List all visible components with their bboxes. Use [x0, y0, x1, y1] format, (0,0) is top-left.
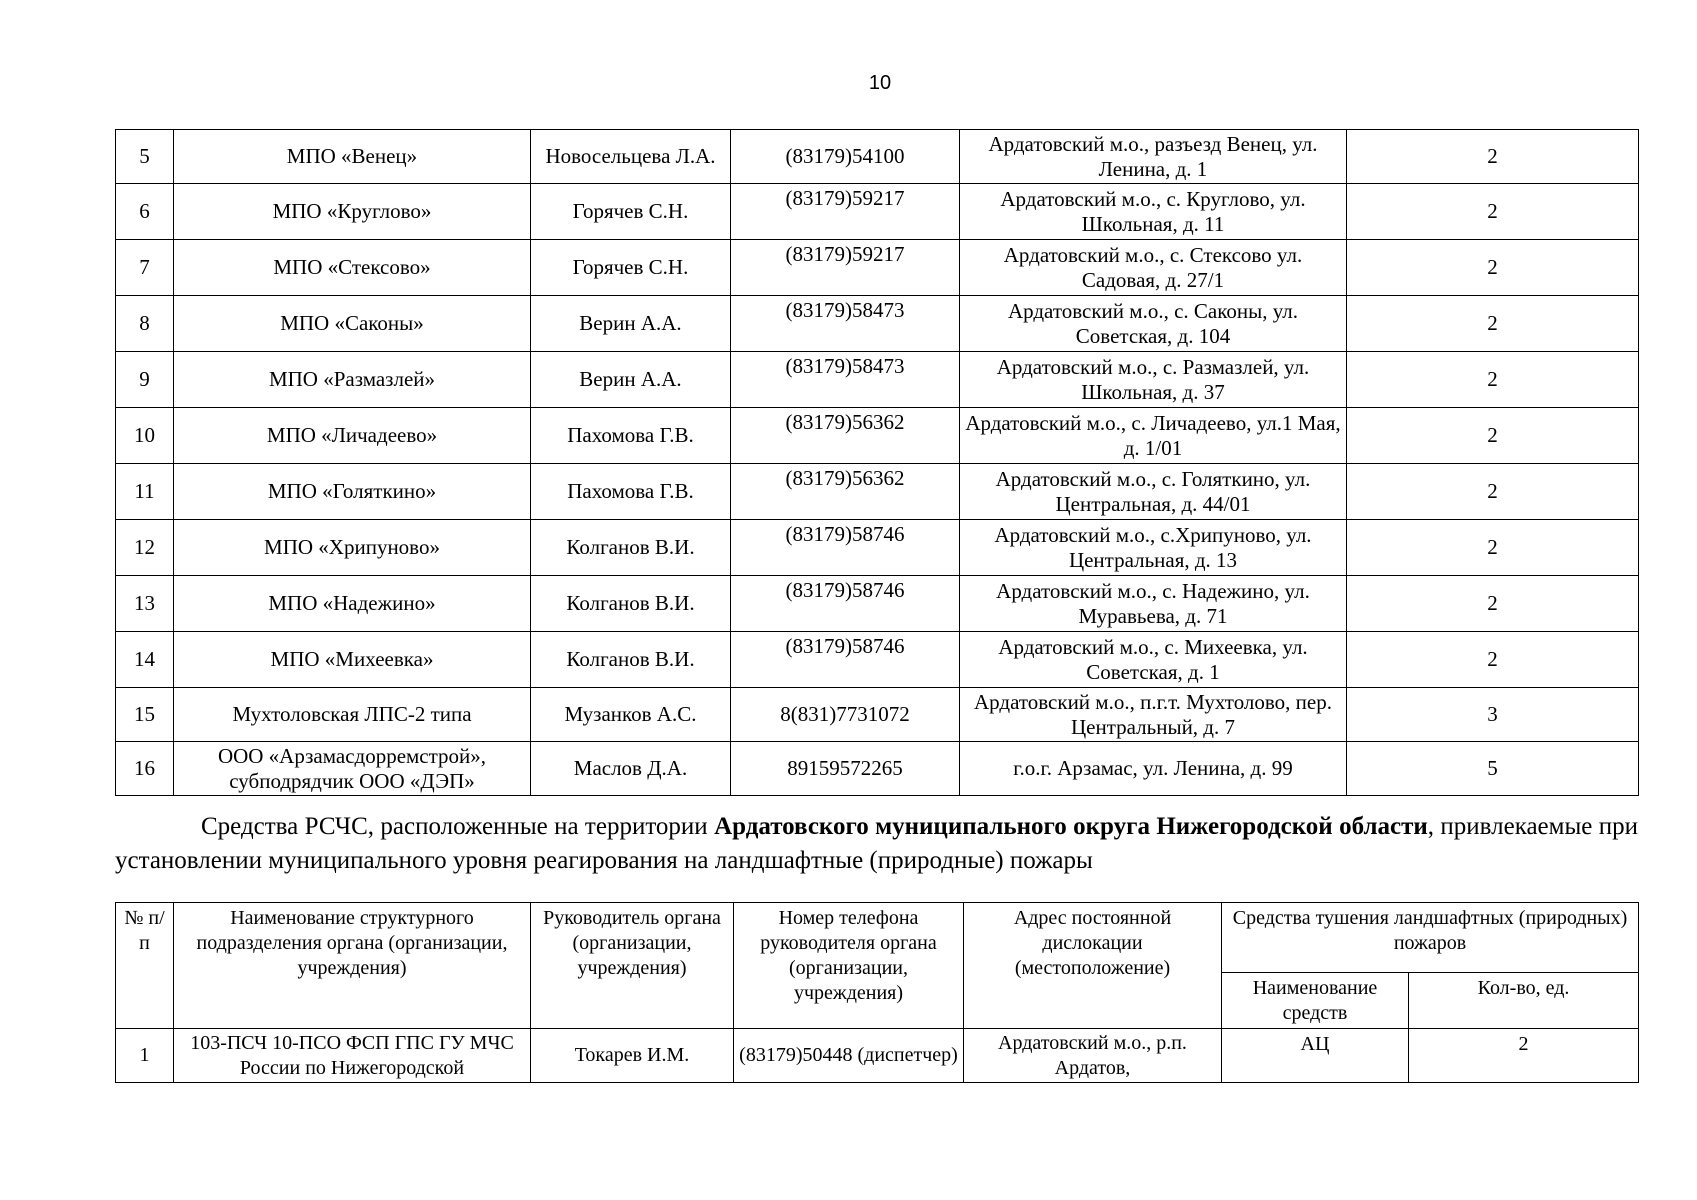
row-num: 8 [116, 296, 174, 352]
row-phone: (83179)50448 (диспетчер) [734, 1029, 964, 1083]
row-count: 3 [1347, 688, 1639, 742]
row-address: Ардатовский м.о., с. Размазлей, ул. Школьная, д. 37 [960, 352, 1347, 408]
section-heading [115, 810, 1638, 878]
row-address: Ардатовский м.о., с.Хрипуново, ул. Центральная, д. 13 [960, 520, 1347, 576]
row-phone: (83179)59217 [731, 184, 960, 240]
row-count: 5 [1347, 742, 1639, 796]
row-means-name: АЦ [1222, 1029, 1409, 1083]
col-header-num: № п/п [116, 903, 174, 1029]
row-num: 14 [116, 632, 174, 688]
row-count: 2 [1347, 296, 1639, 352]
row-head: Пахомова Г.В. [531, 408, 731, 464]
row-name: МПО «Саконы» [174, 296, 531, 352]
table-row [116, 408, 1639, 464]
row-count: 2 [1347, 130, 1639, 184]
row-count: 2 [1347, 520, 1639, 576]
col-header-address: Адрес постоянной дислокации (местоположение) [964, 903, 1222, 1029]
row-head: Горячев С.Н. [531, 240, 731, 296]
row-num: 12 [116, 520, 174, 576]
table-row [116, 1029, 1639, 1083]
row-count: 2 [1347, 576, 1639, 632]
rschs-means-table [115, 902, 1639, 1083]
row-count: 2 [1347, 632, 1639, 688]
row-head: Колганов В.И. [531, 520, 731, 576]
row-phone: 8(831)7731072 [731, 688, 960, 742]
row-count: 2 [1347, 352, 1639, 408]
row-phone: (83179)59217 [731, 240, 960, 296]
table-row [116, 130, 1639, 184]
row-name: МПО «Голяткино» [174, 464, 531, 520]
row-address: Ардатовский м.о., разъезд Венец, ул. Ленина, д. 1 [960, 130, 1347, 184]
row-count: 2 [1347, 184, 1639, 240]
row-num: 11 [116, 464, 174, 520]
row-head: Маслов Д.А. [531, 742, 731, 796]
row-num: 9 [116, 352, 174, 408]
heading-bold-text: Ардатовского муниципального округа Нижегородской области [714, 813, 1428, 840]
row-phone: (83179)58746 [731, 520, 960, 576]
row-num: 6 [116, 184, 174, 240]
heading-text-end: , привлекаемые при установлении муниципального уровня реагирования на ландшафтные (природные) пожары [115, 813, 1638, 874]
row-head: Токарев И.М. [531, 1029, 734, 1083]
row-count: 2 [1347, 408, 1639, 464]
row-count: 2 [1347, 240, 1639, 296]
row-phone: (83179)58746 [731, 632, 960, 688]
row-phone: (83179)58473 [731, 352, 960, 408]
row-name: МПО «Личадеево» [174, 408, 531, 464]
row-address: Ардатовский м.о., с. Голяткино, ул. Центральная, д. 44/01 [960, 464, 1347, 520]
row-name: МПО «Венец» [174, 130, 531, 184]
row-name: ООО «Арзамасдорремстрой», субподрядчик ООО «ДЭП» [174, 742, 531, 796]
row-address: Ардатовский м.о., с. Михеевка, ул. Советская, д. 1 [960, 632, 1347, 688]
row-head: Колганов В.И. [531, 576, 731, 632]
table-row [116, 688, 1639, 742]
row-num: 13 [116, 576, 174, 632]
table-row [116, 576, 1639, 632]
row-address: Ардатовский м.о., с. Круглово, ул. Школьная, д. 11 [960, 184, 1347, 240]
table-row [116, 464, 1639, 520]
row-name: Мухтоловская ЛПС-2 типа [174, 688, 531, 742]
row-head: Пахомова Г.В. [531, 464, 731, 520]
row-head: Горячев С.Н. [531, 184, 731, 240]
col-header-head: Руководитель органа (организации, учреждения) [531, 903, 734, 1029]
table-row [116, 520, 1639, 576]
col-header-name: Наименование структурного подразделения органа (организации, учреждения) [174, 903, 531, 1029]
row-num: 5 [116, 130, 174, 184]
row-head: Колганов В.И. [531, 632, 731, 688]
row-phone: (83179)56362 [731, 464, 960, 520]
heading-text: Средства РСЧС, расположенные на территории [201, 813, 715, 840]
row-address: г.о.г. Арзамас, ул. Ленина, д. 99 [960, 742, 1347, 796]
col-header-means-name: Наименование средств [1222, 973, 1409, 1029]
row-name: МПО «Михеевка» [174, 632, 531, 688]
fire-units-table-continued [115, 129, 1639, 796]
row-phone: (83179)56362 [731, 408, 960, 464]
row-phone: (83179)58473 [731, 296, 960, 352]
row-num: 16 [116, 742, 174, 796]
row-phone: 89159572265 [731, 742, 960, 796]
row-num: 10 [116, 408, 174, 464]
col-header-phone: Номер телефона руководителя органа (организации, учреждения) [734, 903, 964, 1029]
row-name: МПО «Круглово» [174, 184, 531, 240]
row-num: 7 [116, 240, 174, 296]
row-means-count: 2 [1409, 1029, 1639, 1083]
col-header-means: Средства тушения ландшафтных (природных) пожаров [1222, 903, 1639, 973]
row-count: 2 [1347, 464, 1639, 520]
table-row [116, 240, 1639, 296]
row-head: Верин А.А. [531, 352, 731, 408]
row-phone: (83179)58746 [731, 576, 960, 632]
col-header-means-count: Кол-во, ед. [1409, 973, 1639, 1029]
row-name: МПО «Размазлей» [174, 352, 531, 408]
row-phone: (83179)54100 [731, 130, 960, 184]
row-address: Ардатовский м.о., с. Саконы, ул. Советская, д. 104 [960, 296, 1347, 352]
row-address: Ардатовский м.о., с. Личадеево, ул.1 Мая, д. 1/01 [960, 408, 1347, 464]
row-head: Музанков А.С. [531, 688, 731, 742]
row-address: Ардатовский м.о., с. Надежино, ул. Муравьева, д. 71 [960, 576, 1347, 632]
table-row [116, 742, 1639, 796]
row-name: МПО «Хрипуново» [174, 520, 531, 576]
row-name: МПО «Надежино» [174, 576, 531, 632]
row-address: Ардатовский м.о., п.г.т. Мухтолово, пер. Центральный, д. 7 [960, 688, 1347, 742]
row-head: Новосельцева Л.А. [531, 130, 731, 184]
row-name: 103-ПСЧ 10-ПСО ФСП ГПС ГУ МЧС России по Нижегородской [174, 1029, 531, 1083]
table-row [116, 352, 1639, 408]
table-row [116, 296, 1639, 352]
row-name: МПО «Стексово» [174, 240, 531, 296]
row-num: 15 [116, 688, 174, 742]
row-address: Ардатовский м.о., с. Стексово ул. Садовая, д. 27/1 [960, 240, 1347, 296]
row-num: 1 [116, 1029, 174, 1083]
page-number: 10 [868, 72, 892, 94]
table-row [116, 184, 1639, 240]
table-row [116, 632, 1639, 688]
row-head: Верин А.А. [531, 296, 731, 352]
row-address: Ардатовский м.о., р.п. Ардатов, [964, 1029, 1222, 1083]
